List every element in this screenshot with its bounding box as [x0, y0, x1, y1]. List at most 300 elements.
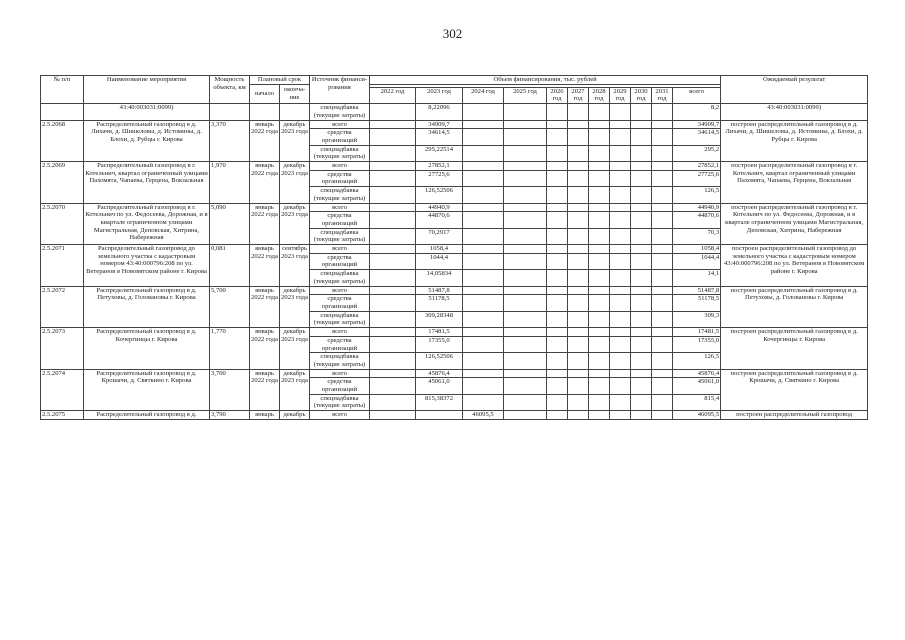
cell-source: средства организаций	[310, 129, 370, 145]
cell-source: спецнадбавка (текущие затраты)	[310, 270, 370, 286]
cell-2025	[504, 311, 547, 327]
cell-2030	[631, 170, 652, 186]
cell-total: 34614,5	[673, 129, 721, 145]
cell-2031	[652, 228, 673, 244]
cell-power: 5,090	[210, 203, 250, 245]
cell-total: 295,2	[673, 145, 721, 161]
cell-2025	[504, 129, 547, 145]
cell-2023: 27725,6	[416, 170, 463, 186]
cell-2030	[631, 411, 652, 420]
cell-2031	[652, 394, 673, 410]
year-2028: 2028 год	[589, 87, 610, 103]
cell-2022	[370, 253, 416, 269]
cell-2028	[589, 187, 610, 203]
cell-2023: 14,05834	[416, 270, 463, 286]
cell-2031	[652, 104, 673, 120]
cell-start: январь 2022 года	[250, 120, 280, 162]
cell-2024	[463, 129, 504, 145]
cell-end: декабрь 2023 года	[280, 328, 310, 370]
cell-2029	[610, 187, 631, 203]
cell-2028	[589, 212, 610, 228]
header-result: Ожидаемый результат	[721, 76, 868, 104]
cell-2031	[652, 245, 673, 254]
cell-2028	[589, 120, 610, 129]
cell-2028	[589, 369, 610, 378]
cell-2023: 815,38372	[416, 394, 463, 410]
cell-2023: 45061,0	[416, 378, 463, 394]
cell-2026	[547, 394, 568, 410]
header-row-1	[41, 76, 868, 85]
cell-2022	[370, 104, 416, 120]
item-row	[41, 369, 868, 378]
page-number: 302	[442, 26, 463, 41]
item-row	[41, 328, 868, 337]
cell-2031	[652, 328, 673, 337]
cell-2025	[504, 212, 547, 228]
cell-result: построен распределительный газопровод в д. Петуховы, д. Головановы г. Кирова	[721, 286, 868, 328]
cell-2031	[652, 353, 673, 369]
cell-2028	[589, 228, 610, 244]
cell-source: спецнадбавка (текущие затраты)	[310, 145, 370, 161]
cell-2026	[547, 353, 568, 369]
cell-2030	[631, 311, 652, 327]
cell-2024	[463, 170, 504, 186]
header-power: Мощность объекта, км	[210, 76, 250, 104]
cell-2022	[370, 129, 416, 145]
cell-2025	[504, 170, 547, 186]
cell-2026	[547, 336, 568, 352]
header-num: № п/п	[41, 76, 84, 104]
year-2029: 2029 год	[610, 87, 631, 103]
cell-2025	[504, 245, 547, 254]
cell-2028	[589, 328, 610, 337]
cell-2028	[589, 353, 610, 369]
cell-2024	[463, 212, 504, 228]
cell-2025	[504, 162, 547, 171]
cell-2030	[631, 129, 652, 145]
cell-2023: 45876,4	[416, 369, 463, 378]
cell-2031	[652, 411, 673, 420]
cell-2023: 44940,9	[416, 203, 463, 212]
cell-name: Распределительный газопровод в д. Крошачи, д. Святкино г. Кирова	[84, 369, 210, 411]
cell-source: средства организаций	[310, 295, 370, 311]
cell-2022	[370, 145, 416, 161]
cell-2025	[504, 295, 547, 311]
cell-2023: 34909,7	[416, 120, 463, 129]
cell-2026	[547, 162, 568, 171]
cell-power	[210, 104, 250, 120]
cell-2026	[547, 203, 568, 212]
cell-power: 3,790	[210, 411, 250, 420]
cell-source: средства организаций	[310, 336, 370, 352]
cell-2022	[370, 162, 416, 171]
cell-2026	[547, 270, 568, 286]
cell-2022	[370, 295, 416, 311]
cell-2025	[504, 187, 547, 203]
cell-start: январь 2022 года	[250, 203, 280, 245]
cell-2027	[568, 120, 589, 129]
cell-2027	[568, 253, 589, 269]
cell-2029	[610, 162, 631, 171]
cell-2022	[370, 353, 416, 369]
cell-2029	[610, 203, 631, 212]
cell-2025	[504, 253, 547, 269]
cell-num: 2.5.2074	[41, 369, 84, 411]
cell-2026	[547, 129, 568, 145]
cell-result: построен распределительный газопровод	[721, 411, 868, 420]
cell-2030	[631, 295, 652, 311]
cell-2027	[568, 145, 589, 161]
cell-2027	[568, 170, 589, 186]
cell-2024	[463, 378, 504, 394]
header-source: Источник финанси-рования	[310, 76, 370, 104]
cell-2025	[504, 378, 547, 394]
cell-2031	[652, 311, 673, 327]
cell-2024	[463, 336, 504, 352]
cell-result: построен распределительный газопровод в д. Лихачи, д. Шишеловы, д. Истомины, д. Блохи, д. Рубцы г. Кирова	[721, 120, 868, 162]
cell-2026	[547, 120, 568, 129]
cell-2027	[568, 270, 589, 286]
cell-2030	[631, 394, 652, 410]
cell-total: 8,2	[673, 104, 721, 120]
cell-end	[280, 104, 310, 120]
cell-2029	[610, 228, 631, 244]
cell-2029	[610, 129, 631, 145]
year-2023: 2023 год	[416, 87, 463, 103]
cell-2029	[610, 311, 631, 327]
cell-source: спецнадбавка (текущие затраты)	[310, 394, 370, 410]
cell-2022	[370, 411, 416, 420]
cell-2031	[652, 170, 673, 186]
cell-total: 1058,4	[673, 245, 721, 254]
cell-2023: 51487,8	[416, 286, 463, 295]
cell-2022	[370, 394, 416, 410]
cell-2022	[370, 378, 416, 394]
cell-2024	[463, 245, 504, 254]
cell-2031	[652, 129, 673, 145]
cell-2023: 1044,4	[416, 253, 463, 269]
cell-2024	[463, 369, 504, 378]
cell-2026	[547, 228, 568, 244]
cell-2028	[589, 245, 610, 254]
cell-2022	[370, 228, 416, 244]
cell-2027	[568, 394, 589, 410]
cell-2027	[568, 353, 589, 369]
cell-2024	[463, 145, 504, 161]
cell-num	[41, 104, 84, 120]
cell-2025	[504, 328, 547, 337]
cell-2023: 1058,4	[416, 245, 463, 254]
cell-num: 2.5.2069	[41, 162, 84, 204]
cell-2030	[631, 378, 652, 394]
cell-2030	[631, 369, 652, 378]
cell-2030	[631, 120, 652, 129]
cell-2029	[610, 120, 631, 129]
cell-total: 126,5	[673, 187, 721, 203]
cell-2028	[589, 162, 610, 171]
cell-2026	[547, 378, 568, 394]
cell-num: 2.5.2075	[41, 411, 84, 420]
cell-2031	[652, 286, 673, 295]
cell-source: спецнадбавка (текущие затраты)	[310, 228, 370, 244]
cell-total: 14,1	[673, 270, 721, 286]
cell-2029	[610, 295, 631, 311]
cell-2028	[589, 295, 610, 311]
cell-2029	[610, 212, 631, 228]
year-2030: 2030 год	[631, 87, 652, 103]
cell-2023: 295,22514	[416, 145, 463, 161]
cell-total: 1044,4	[673, 253, 721, 269]
cell-num: 2.5.2071	[41, 245, 84, 287]
cell-2024	[463, 203, 504, 212]
cell-2025	[504, 286, 547, 295]
header-name: Наименование мероприятия	[84, 76, 210, 104]
cell-2030	[631, 104, 652, 120]
cell-source: всего	[310, 369, 370, 378]
cell-2028	[589, 145, 610, 161]
cell-source: всего	[310, 411, 370, 420]
cell-2029	[610, 270, 631, 286]
cell-2026	[547, 104, 568, 120]
cell-end: декабрь 2023 года	[280, 369, 310, 411]
cell-2025	[504, 145, 547, 161]
year-2031: 2031 год	[652, 87, 673, 103]
cell-2025	[504, 270, 547, 286]
cell-2024	[463, 311, 504, 327]
cell-2024: 46095,5	[463, 411, 504, 420]
cell-power: 3,370	[210, 120, 250, 162]
cell-2024	[463, 253, 504, 269]
cell-total: 815,4	[673, 394, 721, 410]
cell-num: 2.5.2072	[41, 286, 84, 328]
cell-total: 44870,6	[673, 212, 721, 228]
cell-2027	[568, 187, 589, 203]
cell-2031	[652, 295, 673, 311]
cell-result: построен распределительный газопровод до земельного участка с кадастровым номером 43:40:000796:208 по ул. Ветеранов в Нововятском районе г. Кирова	[721, 245, 868, 287]
cell-2028	[589, 286, 610, 295]
cell-power: 1,970	[210, 162, 250, 204]
cell-2025	[504, 394, 547, 410]
cell-2027	[568, 228, 589, 244]
cell-total: 45876,4	[673, 369, 721, 378]
cell-2031	[652, 270, 673, 286]
cell-2031	[652, 162, 673, 171]
cell-2026	[547, 328, 568, 337]
cell-2029	[610, 286, 631, 295]
cell-name: Распределительный газопровод в д. Лихачи, д. Шишеловы, д. Истомины, д. Блохи, д. Рубцы г. Кирова	[84, 120, 210, 162]
cell-power: 1,770	[210, 328, 250, 370]
cell-2031	[652, 253, 673, 269]
cell-2025	[504, 336, 547, 352]
cell-2028	[589, 203, 610, 212]
cell-2024	[463, 353, 504, 369]
cell-total: 51178,5	[673, 295, 721, 311]
cell-2030	[631, 270, 652, 286]
cell-2024	[463, 187, 504, 203]
cell-source: спецнадбавка (текущие затраты)	[310, 353, 370, 369]
cell-2025	[504, 203, 547, 212]
header-start: начало	[250, 84, 280, 103]
cell-source: всего	[310, 245, 370, 254]
cell-total: 309,3	[673, 311, 721, 327]
cell-num: 2.5.2073	[41, 328, 84, 370]
cell-2031	[652, 369, 673, 378]
cell-2030	[631, 145, 652, 161]
cell-2028	[589, 378, 610, 394]
cell-source: средства организаций	[310, 253, 370, 269]
cell-total: 70,3	[673, 228, 721, 244]
cell-2026	[547, 170, 568, 186]
cell-2027	[568, 311, 589, 327]
item-row	[41, 286, 868, 295]
cell-2022	[370, 270, 416, 286]
cell-2030	[631, 203, 652, 212]
cell-2023: 8,22096	[416, 104, 463, 120]
cell-2029	[610, 245, 631, 254]
cell-2028	[589, 253, 610, 269]
cell-2023: 309,28348	[416, 311, 463, 327]
cell-2029	[610, 336, 631, 352]
cell-2029	[610, 104, 631, 120]
cell-total: 27852,1	[673, 162, 721, 171]
cell-2026	[547, 187, 568, 203]
cell-source: всего	[310, 120, 370, 129]
cell-name: Распределительный газопровод в г. Котельнич, квартал ограниченный улицами Пахомята, Чапаева, Герцена, Вокзальная	[84, 162, 210, 204]
cell-2030	[631, 253, 652, 269]
cell-2031	[652, 336, 673, 352]
cell-num: 2.5.2070	[41, 203, 84, 245]
cell-result: построен распределительный газопровод в г. Котельнич по ул. Федосеева, Дорожная, и в квартале ограниченном улицами Магистральная, Деповская, Хитрина, Набережная	[721, 203, 868, 245]
cell-2027	[568, 411, 589, 420]
item-row	[41, 162, 868, 171]
cell-2031	[652, 120, 673, 129]
cell-2028	[589, 411, 610, 420]
cell-2024	[463, 286, 504, 295]
cell-power: 3,700	[210, 369, 250, 411]
cell-2024	[463, 120, 504, 129]
cell-2022	[370, 203, 416, 212]
cell-2025	[504, 120, 547, 129]
cell-2025	[504, 104, 547, 120]
cell-end: декабрь 2023 года	[280, 203, 310, 245]
cell-2029	[610, 170, 631, 186]
item-row	[41, 120, 868, 129]
year-2022: 2022 год	[370, 87, 416, 103]
cell-2028	[589, 170, 610, 186]
cell-source: всего	[310, 203, 370, 212]
cell-total: 27725,6	[673, 170, 721, 186]
cell-2030	[631, 353, 652, 369]
cell-result: построен распределительный газопровод в г. Котельнич, квартал ограниченный улицами Пахомята, Чапаева, Герцена, Вокзальная	[721, 162, 868, 204]
cell-source: всего	[310, 162, 370, 171]
cell-2023: 70,2917	[416, 228, 463, 244]
cell-2031	[652, 378, 673, 394]
cell-result: построен распределительный газопровод в д. Кочергинцы г. Кирова	[721, 328, 868, 370]
cell-total: 17481,5	[673, 328, 721, 337]
cell-2028	[589, 336, 610, 352]
cell-2027	[568, 104, 589, 120]
cell-total: 44940,9	[673, 203, 721, 212]
cell-start: январь 2022 года	[250, 328, 280, 370]
cell-source: средства организаций	[310, 212, 370, 228]
year-2026: 2026 год	[547, 87, 568, 103]
cell-2027	[568, 129, 589, 145]
cell-2027	[568, 295, 589, 311]
cell-2031	[652, 203, 673, 212]
cell-total: 51487,8	[673, 286, 721, 295]
cell-total: 34909,7	[673, 120, 721, 129]
cell-2022	[370, 170, 416, 186]
cell-2023: 126,52506	[416, 187, 463, 203]
year-total: всего	[673, 87, 721, 103]
cell-name: Распределительный газопровод в д.	[84, 411, 210, 420]
cell-source: спецнадбавка (текущие затраты)	[310, 311, 370, 327]
cell-2026	[547, 212, 568, 228]
cell-2029	[610, 369, 631, 378]
cell-2028	[589, 104, 610, 120]
year-2024: 2024 год	[463, 87, 504, 103]
cell-end: декабрь	[280, 411, 310, 420]
cell-2028	[589, 129, 610, 145]
cell-2022	[370, 328, 416, 337]
cell-2022	[370, 336, 416, 352]
cell-2026	[547, 286, 568, 295]
cell-2026	[547, 145, 568, 161]
cell-2030	[631, 228, 652, 244]
cell-2027	[568, 328, 589, 337]
cell-source: спецнадбавка (текущие затраты)	[310, 104, 370, 120]
cell-name: Распределительный газопровод в д. Петуховы, д. Головановы г. Кирова	[84, 286, 210, 328]
cell-2022	[370, 245, 416, 254]
cell-start	[250, 104, 280, 120]
cell-end: декабрь 2023 года	[280, 162, 310, 204]
cell-2027	[568, 378, 589, 394]
cell-2030	[631, 286, 652, 295]
item-row	[41, 245, 868, 254]
cell-2026	[547, 411, 568, 420]
cell-2028	[589, 311, 610, 327]
cell-name: Распределительный газопровод в г. Котельнич по ул. Федосеева, Дорожная, и в квартале ограниченном улицами Магистральная, Деповская, Хитрина, Набережная	[84, 203, 210, 245]
cell-total: 17355,0	[673, 336, 721, 352]
cell-2026	[547, 253, 568, 269]
item-row	[41, 203, 868, 212]
cell-2027	[568, 245, 589, 254]
cell-2022	[370, 212, 416, 228]
year-2025: 2025 год	[504, 87, 547, 103]
cell-2027	[568, 286, 589, 295]
cell-total: 126,5	[673, 353, 721, 369]
cell-2024	[463, 162, 504, 171]
cell-2031	[652, 212, 673, 228]
continuation-row	[41, 104, 868, 120]
cell-2027	[568, 203, 589, 212]
cell-2026	[547, 369, 568, 378]
cell-2022	[370, 311, 416, 327]
cell-2023: 126,52506	[416, 353, 463, 369]
cell-num: 2.5.2068	[41, 120, 84, 162]
cell-name: Распределительный газопровод в д. Кочергинцы г. Кирова	[84, 328, 210, 370]
cell-2031	[652, 145, 673, 161]
cell-start: январь 2022 года	[250, 162, 280, 204]
cell-2022	[370, 369, 416, 378]
header-end: оконча-ние	[280, 84, 310, 103]
cell-2025	[504, 353, 547, 369]
cell-2026	[547, 295, 568, 311]
cell-2024	[463, 270, 504, 286]
cell-source: средства организаций	[310, 378, 370, 394]
cell-2024	[463, 295, 504, 311]
cell-2025	[504, 369, 547, 378]
